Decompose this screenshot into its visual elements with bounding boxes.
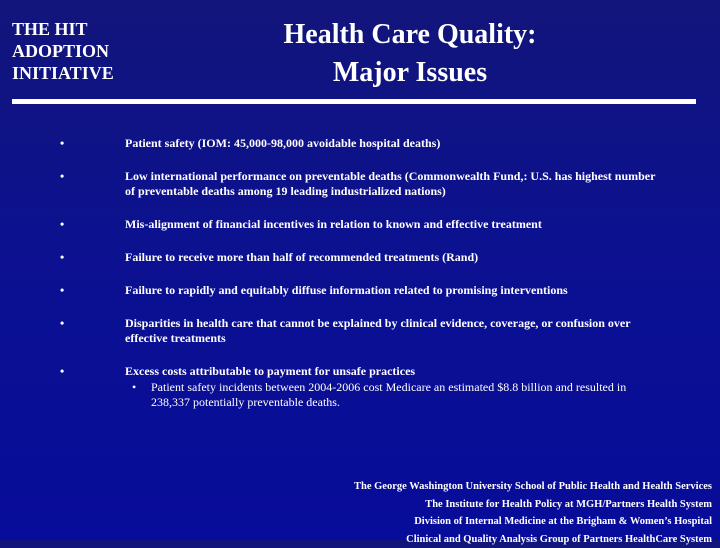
- title-line-1: Health Care Quality:: [200, 16, 620, 54]
- bullet-text: Patient safety (IOM: 45,000-98,000 avoidable hospital deaths): [125, 136, 440, 150]
- brand-line: THE HIT: [12, 18, 114, 40]
- bullet-text: Failure to receive more than half of recommended treatments (Rand): [125, 250, 478, 264]
- initiative-logo-text: [12, 18, 114, 84]
- bullet-marker: •: [60, 169, 64, 184]
- bullet-item: [0, 169, 665, 199]
- bullet-item: [0, 283, 665, 298]
- institution-credits: [354, 478, 712, 548]
- bullet-item: [0, 364, 665, 410]
- bullet-marker: •: [60, 217, 64, 232]
- slide-title: [200, 16, 620, 92]
- brand-line: INITIATIVE: [12, 62, 114, 84]
- title-divider: [12, 99, 696, 104]
- bullet-marker: •: [60, 136, 64, 151]
- bullet-item: [0, 136, 665, 151]
- credit-line: Division of Internal Medicine at the Brigham & Women’s Hospital: [354, 513, 712, 531]
- bullet-text: Mis-alignment of financial incentives in relation to known and effective treatment: [125, 217, 542, 231]
- bullet-marker: •: [60, 250, 64, 265]
- sub-bullet-item: [125, 380, 665, 410]
- brand-line: ADOPTION: [12, 40, 114, 62]
- title-line-2: Major Issues: [200, 54, 620, 92]
- bullet-list: [0, 136, 720, 428]
- bullet-text: Low international performance on preventable deaths (Commonwealth Fund,: U.S. has highest number of preventable deaths among 19 leading industrialized nations): [125, 169, 655, 198]
- sub-bullet-text: Patient safety incidents between 2004-2006 cost Medicare an estimated $8.8 billion and resulted in 238,337 potentially preventable deaths.: [151, 380, 626, 409]
- bullet-marker: •: [60, 283, 64, 298]
- bullet-item: [0, 316, 665, 346]
- sub-bullet-marker: •: [132, 380, 136, 395]
- bullet-item: [0, 250, 665, 265]
- credit-line: The George Washington University School of Public Health and Health Services: [354, 478, 712, 496]
- bullet-text: Excess costs attributable to payment for unsafe practices: [125, 364, 415, 378]
- credit-line: Clinical and Quality Analysis Group of Partners HealthCare System: [354, 531, 712, 548]
- bullet-marker: •: [60, 364, 64, 379]
- bullet-text: Failure to rapidly and equitably diffuse information related to promising interventions: [125, 283, 568, 297]
- bullet-item: [0, 217, 665, 232]
- credit-line: The Institute for Health Policy at MGH/Partners Health System: [354, 496, 712, 514]
- bullet-marker: •: [60, 316, 64, 331]
- bullet-text: Disparities in health care that cannot be explained by clinical evidence, coverage, or confusion over effective treatments: [125, 316, 630, 345]
